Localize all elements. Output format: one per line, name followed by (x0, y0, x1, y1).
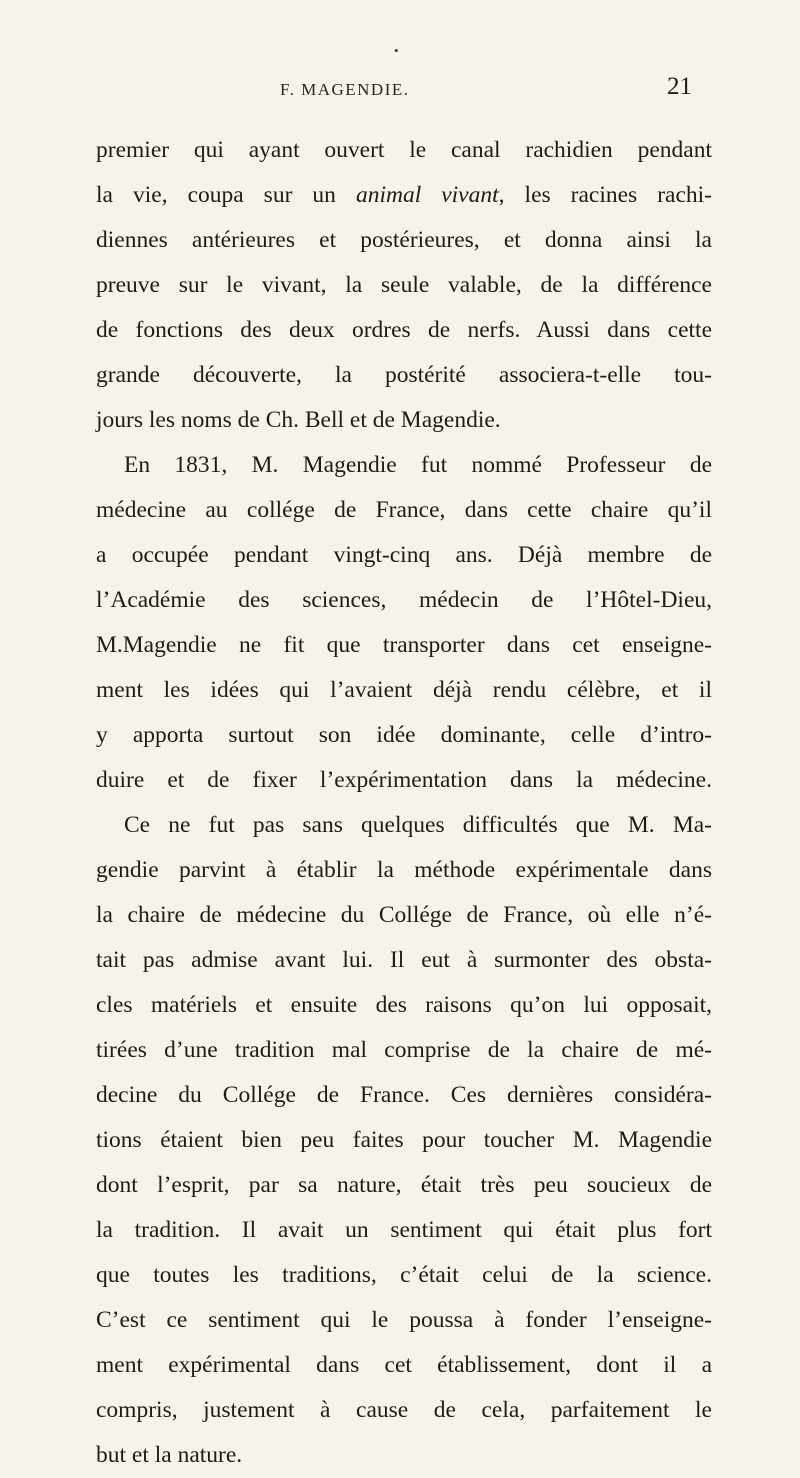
text-line: la chaire de médecine du Collége de France, où elle n’é- (96, 902, 712, 928)
text-line: decine du Collége de France. Ces dernières considéra- (96, 1082, 712, 1108)
text-line: En 1831, M. Magendie fut nommé Professeur de (124, 452, 712, 478)
text-line: but et la nature. (96, 1442, 243, 1468)
text-line: tions étaient bien peu faites pour toucher M. Magendie (96, 1127, 712, 1153)
running-head: F. MAGENDIE. (280, 80, 410, 99)
text-line: premier qui ayant ouvert le canal rachidien pendant (96, 137, 712, 163)
text-line: que toutes les traditions, c’était celui de la science. (96, 1262, 712, 1288)
text-line: la tradition. Il avait un sentiment qui était plus fort (96, 1217, 712, 1243)
text-line: a occupée pendant vingt-cinq ans. Déjà membre de (96, 542, 712, 568)
text-line: grande découverte, la postérité associera-t-elle tou- (96, 362, 712, 388)
text-line: médecine au collége de France, dans cette chaire qu’il (96, 497, 712, 523)
body-text (96, 128, 712, 1478)
text-line: dont l’esprit, par sa nature, était très peu soucieux de (96, 1172, 712, 1198)
text-line: Ce ne fut pas sans quelques difficultés que M. Ma- (124, 812, 712, 838)
text-line: cles matériels et ensuite des raisons qu’on lui opposait, (96, 992, 712, 1018)
text-line: preuve sur le vivant, la seule valable, de la différence (96, 272, 712, 298)
text-line: M.Magendie ne fit que transporter dans cet enseigne- (96, 632, 712, 658)
text-line: l’Académie des sciences, médecin de l’Hôtel-Dieu, (96, 587, 712, 613)
text-line: compris, justement à cause de cela, parfaitement le (96, 1397, 712, 1423)
text-line: la vie, coupa sur un animal vivant, les racines rachi- (96, 182, 712, 208)
page-number: 21 (667, 73, 692, 100)
text-line: tait pas admise avant lui. Il eut à surmonter des obsta- (96, 947, 712, 973)
italic-phrase: animal vivant (355, 182, 499, 208)
text-line: diennes antérieures et postérieures, et donna ainsi la (96, 227, 712, 253)
text-line: y apporta surtout son idée dominante, celle d’intro- (96, 722, 712, 748)
text-line: gendie parvint à établir la méthode expérimentale dans (96, 857, 712, 883)
text-line: ment expérimental dans cet établissement, dont il a (96, 1352, 712, 1378)
text-line: tirées d’une tradition mal comprise de la chaire de mé- (96, 1037, 712, 1063)
text-line: C’est ce sentiment qui le poussa à fonder l’enseigne- (96, 1307, 712, 1333)
text-line: ment les idées qui l’avaient déjà rendu célèbre, et il (96, 677, 712, 703)
text-line: de fonctions des deux ordres de nerfs. Aussi dans cette (96, 317, 712, 343)
text-line: jours les noms de Ch. Bell et de Magendie. (96, 407, 501, 433)
text-line: duire et de fixer l’expérimentation dans la médecine. (96, 767, 712, 793)
printer-mark: • (394, 43, 399, 58)
